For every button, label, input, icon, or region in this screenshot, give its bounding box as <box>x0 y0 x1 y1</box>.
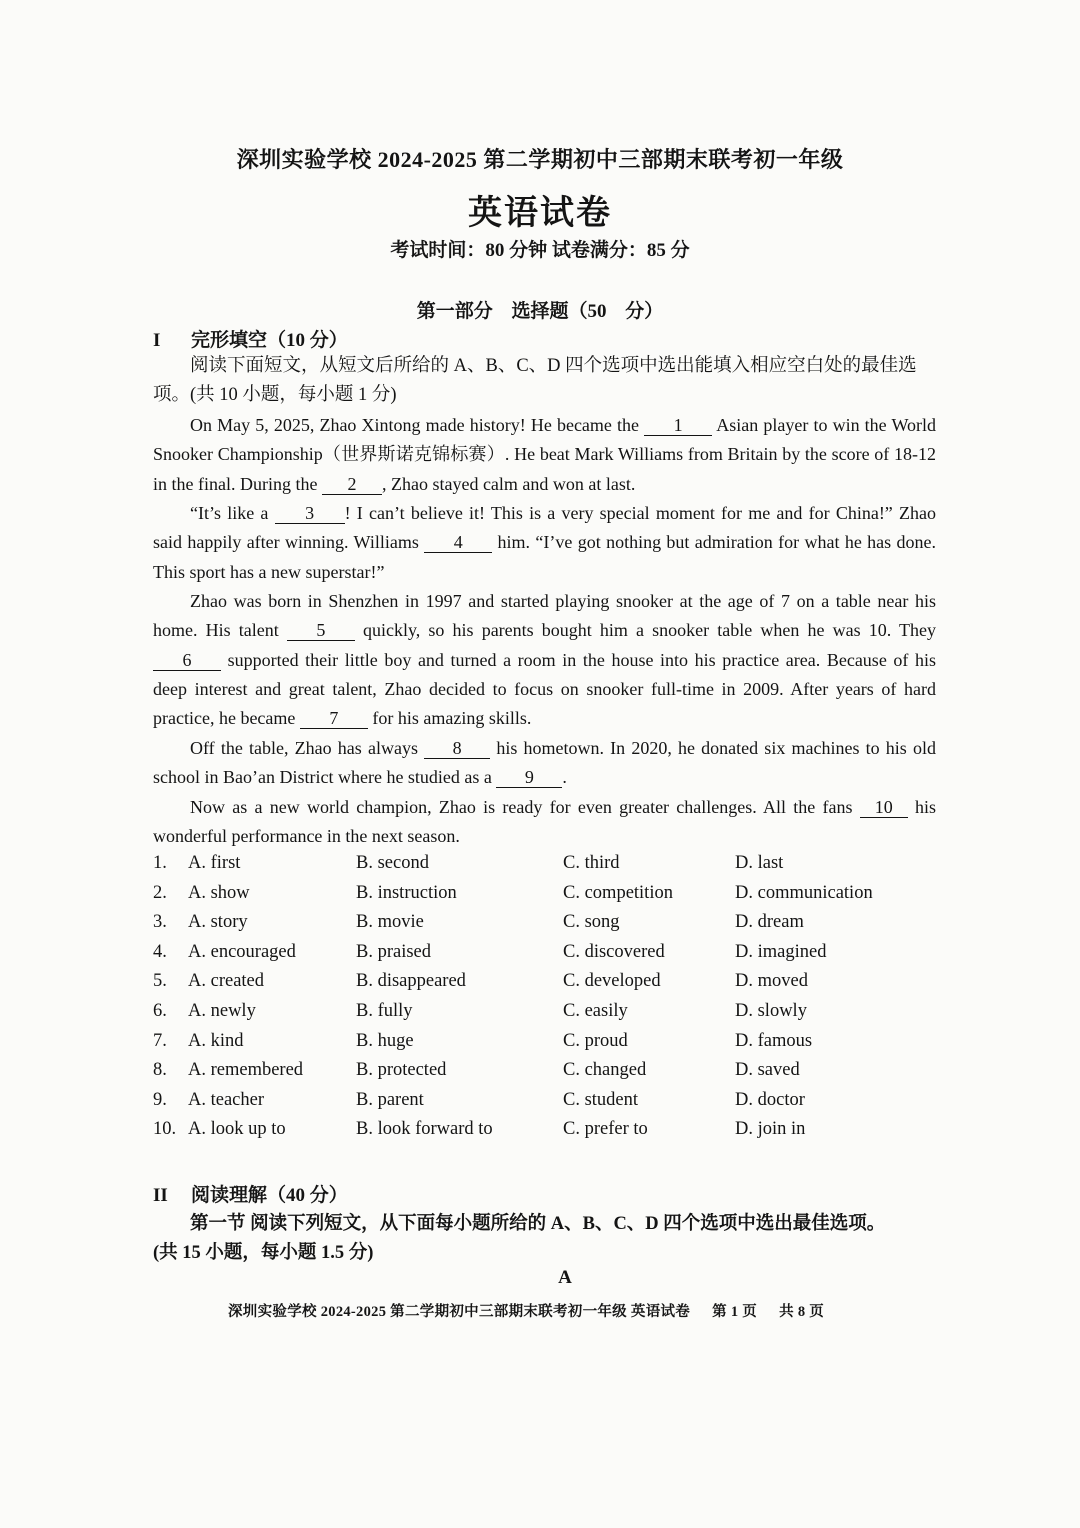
question-number: 6. <box>153 1001 167 1021</box>
blank-8: 8 <box>424 738 490 759</box>
option-row <box>153 1001 953 1030</box>
option-c: C. song <box>563 912 620 933</box>
section-two-instruction-count: (共 15 小题，每小题 1.5 分) <box>153 1243 374 1263</box>
footer-page: 第 1 页 <box>712 1304 758 1320</box>
option-row <box>153 853 953 882</box>
option-a: A. story <box>188 912 248 933</box>
option-a: A. created <box>188 971 265 992</box>
passage-paragraph-4: Off the table, Zhao has always 8 his hometown. In 2020, he donated six machines to his old school in Bao’an District where he studied as a 9 . <box>153 738 936 788</box>
section-number: I <box>153 330 161 351</box>
section-one-heading <box>153 325 348 352</box>
option-row <box>153 942 953 971</box>
option-c: C. changed <box>563 1060 647 1081</box>
option-row <box>153 912 953 941</box>
option-d: D. join in <box>735 1119 806 1140</box>
question-number: 2. <box>153 882 167 903</box>
option-c: C. developed <box>563 971 661 992</box>
section-two-heading <box>153 1180 348 1207</box>
section-title: 完形填空（10 分） <box>191 330 348 351</box>
option-b: B. movie <box>356 912 424 933</box>
option-b: B. parent <box>356 1089 424 1110</box>
option-b: B. praised <box>356 941 432 962</box>
question-number: 3. <box>153 912 167 933</box>
option-d: D. moved <box>735 971 808 992</box>
option-b: B. disappeared <box>356 971 466 992</box>
option-d: D. doctor <box>735 1089 805 1110</box>
option-d: D. saved <box>735 1060 800 1081</box>
option-d: D. communication <box>735 882 873 903</box>
option-b: B. instruction <box>356 882 457 903</box>
option-a: A. look up to <box>188 1119 286 1140</box>
question-number: 1. <box>153 853 167 873</box>
option-c: C. third <box>563 853 620 873</box>
section-number: II <box>153 1185 168 1206</box>
page-footer <box>228 1300 846 1321</box>
option-b: B. huge <box>356 1030 414 1051</box>
question-number: 4. <box>153 941 167 962</box>
question-number: 10. <box>153 1119 177 1140</box>
blank-2: 2 <box>322 474 382 495</box>
option-a: A. remembered <box>188 1060 304 1081</box>
question-number: 7. <box>153 1030 167 1051</box>
section-one-instruction: 阅读下面短文，从短文后所给的 A、B、C、D 四个选项中选出能填入相应空白处的最佳选项。(共 10 小题，每小题 1 分) <box>153 356 917 405</box>
option-row <box>153 1119 953 1148</box>
passage-paragraph-2: “It’s like a 3 ! I can’t believe it! This is a very special moment for me and for China!” Zhao said happily after winning. Williams 4 him. “I’ve got nothing but admiration for what he has done. This sport has a new superstar!” <box>153 503 936 582</box>
option-c: C. easily <box>563 1001 628 1021</box>
option-row <box>153 1060 953 1089</box>
option-d: D. dream <box>735 912 804 933</box>
school-title: 深圳实验学校 2024-2025 第二学期初中三部期末联考初一年级 <box>236 147 844 172</box>
passage-letter: A <box>558 1267 572 1288</box>
option-b: B. fully <box>356 1001 413 1021</box>
option-d: D. imagined <box>735 941 827 962</box>
option-row <box>153 1031 953 1060</box>
option-row <box>153 971 953 1000</box>
option-a: A. newly <box>188 1001 256 1021</box>
passage-paragraph-1: On May 5, 2025, Zhao Xintong made history! He became the 1 Asian player to win the World Snooker Championship（世界斯诺克锦标赛）. He beat Mark Williams from Britain by the score of 18-12 in the final. During the 2 , Zhao stayed calm and won at last. <box>153 415 937 494</box>
option-d: D. famous <box>735 1030 813 1051</box>
option-row <box>153 1090 953 1119</box>
question-number: 5. <box>153 971 167 992</box>
blank-5: 5 <box>287 620 355 641</box>
option-a: A. show <box>188 882 250 903</box>
passage-paragraph-5: Now as a new world champion, Zhao is ready for even greater challenges. All the fans 10 his wonderful performance in the next season. <box>153 797 937 847</box>
option-b: B. second <box>356 853 429 873</box>
option-a: A. kind <box>188 1030 244 1051</box>
option-b: B. protected <box>356 1060 447 1081</box>
option-c: C. competition <box>563 882 673 903</box>
option-d: D. last <box>735 853 784 873</box>
option-a: A. teacher <box>188 1089 265 1110</box>
section-title: 阅读理解（40 分） <box>191 1185 348 1206</box>
option-d: D. slowly <box>735 1001 807 1021</box>
footer-total: 共 8 页 <box>779 1304 825 1320</box>
blank-3: 3 <box>275 503 345 524</box>
subject-title: 英语试卷 <box>468 195 612 232</box>
option-a: A. encouraged <box>188 941 296 962</box>
option-c: C. proud <box>563 1030 628 1051</box>
option-c: C. prefer to <box>563 1119 648 1140</box>
section-two-instruction: 第一节 阅读下列短文，从下面每小题所给的 A、B、C、D 四个选项中选出最佳选项。 <box>190 1214 886 1234</box>
option-a: A. first <box>188 853 241 873</box>
blank-9: 9 <box>496 767 562 788</box>
footer-title: 深圳实验学校 2024-2025 第二学期初中三部期末联考初一年级 英语试卷 <box>228 1304 691 1320</box>
blank-7: 7 <box>300 708 368 729</box>
blank-4: 4 <box>424 532 492 553</box>
question-number: 9. <box>153 1089 167 1110</box>
question-number: 8. <box>153 1060 167 1081</box>
option-c: C. discovered <box>563 941 665 962</box>
blank-10: 10 <box>860 797 908 818</box>
option-c: C. student <box>563 1089 639 1110</box>
blank-1: 1 <box>644 415 712 436</box>
passage-paragraph-3: Zhao was born in Shenzhen in 1997 and started playing snooker at the age of 7 on a table near his home. His talent 5 quickly, so his parents bought him a snooker table when he was 10. They 6 supported their little boy and turned a room in the house into his practice area. Because of his deep interest and great talent, Zhao decided to focus on snooker full-time in 2009. After years of hard practice, he became 7 for his amazing skills. <box>153 591 936 729</box>
blank-6: 6 <box>153 650 221 671</box>
option-row <box>153 883 953 912</box>
option-b: B. look forward to <box>356 1119 493 1140</box>
part-one-title: 第一部分 选择题（50 分） <box>416 301 664 322</box>
exam-info: 考试时间：80 分钟 试卷满分：85 分 <box>390 240 690 261</box>
